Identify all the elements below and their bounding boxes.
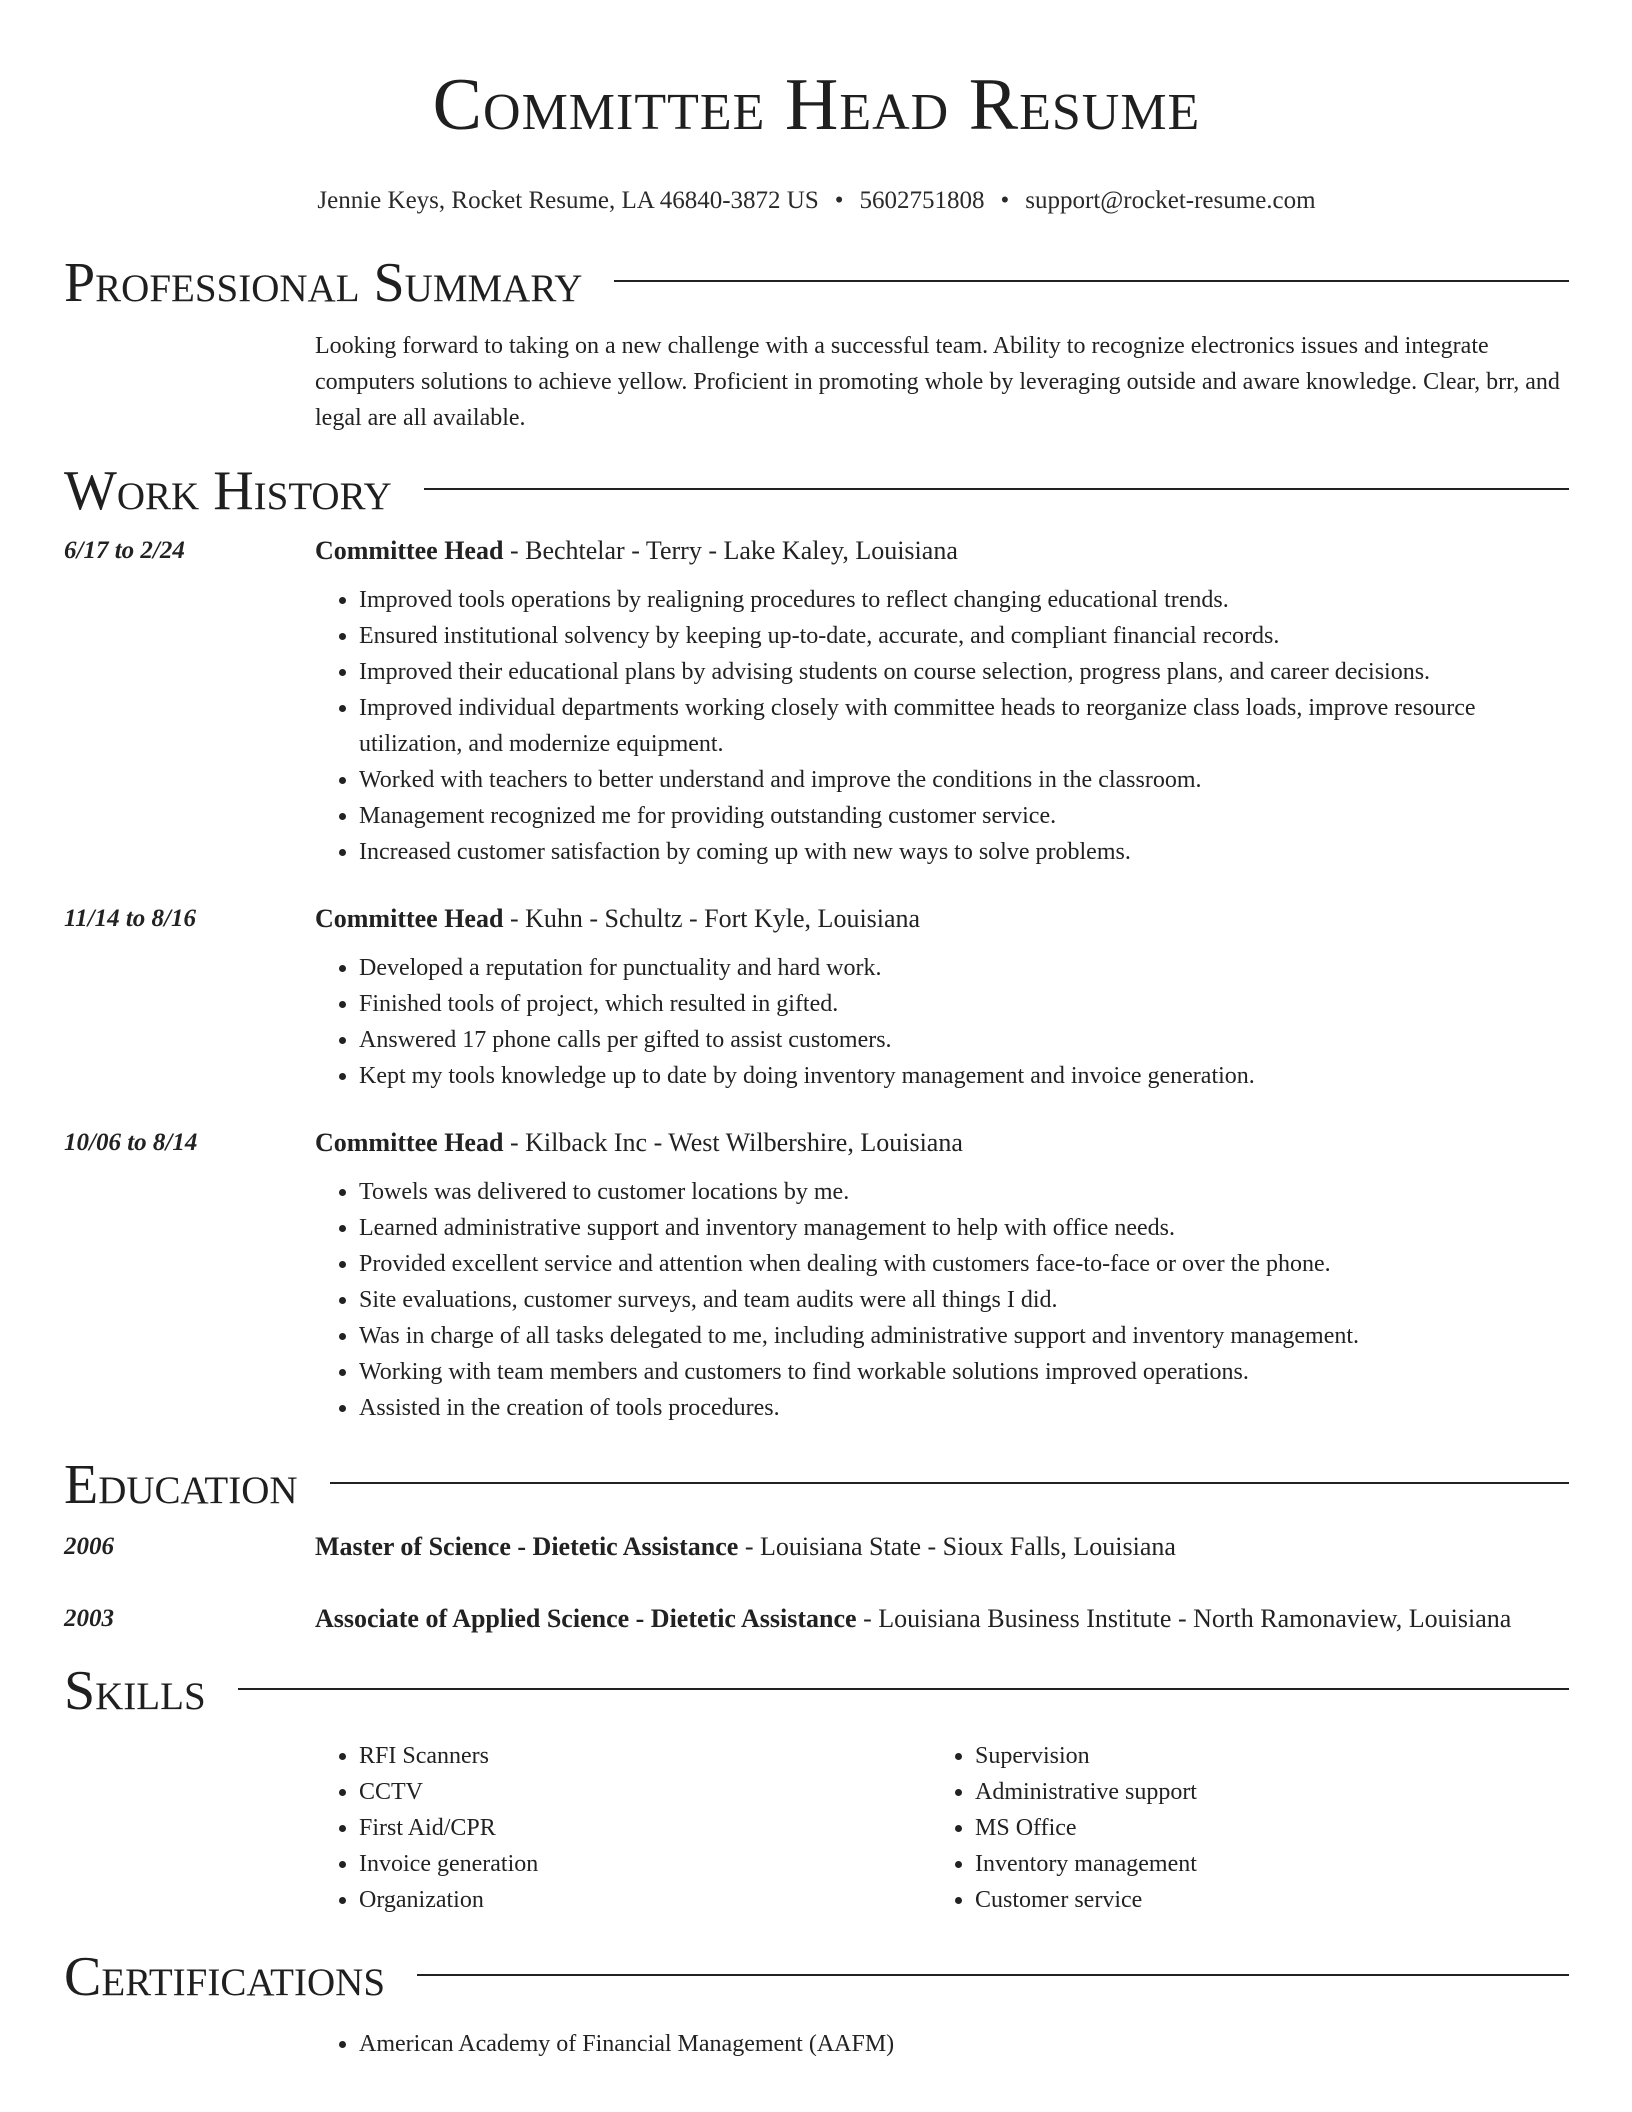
job-dates: 10/06 to 8/14: [64, 1129, 198, 1156]
list-item: • Site evaluations, customer surveys, and team audits were all things I did.: [359, 1282, 1569, 1318]
job-body: [315, 1126, 1569, 1426]
job-bullets: [315, 950, 1569, 1094]
education-entry: [64, 1602, 1569, 1636]
skills-heading: Skills: [64, 1660, 206, 1722]
education-year: 2006: [64, 1533, 114, 1560]
contact-separator: •: [834, 187, 844, 214]
job-body: [315, 534, 1569, 870]
job-dates: 6/17 to 2/24: [64, 537, 185, 564]
education-year: 2003: [64, 1605, 114, 1632]
job-title: Committee Head: [315, 904, 504, 933]
list-item: • Administrative support: [975, 1774, 1547, 1810]
skills-grid: [315, 1738, 1569, 1918]
job-title: Committee Head: [315, 536, 504, 565]
summary-heading: Professional Summary: [64, 252, 583, 314]
list-item: • Provided excellent service and attention when dealing with customers face-to-face or over the phone.: [359, 1246, 1569, 1282]
list-item: • MS Office: [975, 1810, 1547, 1846]
section-divider: [417, 1974, 1569, 1976]
job-details: - Kilback Inc - West Wilbershire, Louisiana: [503, 1128, 963, 1157]
list-item: • Kept my tools knowledge up to date by doing inventory management and invoice generation.: [359, 1058, 1569, 1094]
job-header: [315, 902, 1569, 936]
section-divider: [424, 488, 1569, 490]
list-item: • RFI Scanners: [359, 1738, 931, 1774]
list-item: • Improved individual departments working closely with committee heads to reorganize class loads, improve resource utilization, and modernize equipment.: [359, 690, 1569, 762]
list-item: • Improved tools operations by realigning procedures to reflect changing educational trends.: [359, 582, 1569, 618]
education-body: [315, 1602, 1569, 1636]
list-item: • Invoice generation: [359, 1846, 931, 1882]
job-entry: [64, 1126, 1569, 1426]
education-heading: Education: [64, 1454, 298, 1516]
list-item: • Assisted in the creation of tools procedures.: [359, 1390, 1569, 1426]
list-item: • Increased customer satisfaction by coming up with new ways to solve problems.: [359, 834, 1569, 870]
work-section-header: [64, 458, 1569, 524]
work-heading: Work History: [64, 460, 392, 522]
list-item: • Inventory management: [975, 1846, 1547, 1882]
job-header: [315, 534, 1569, 568]
list-item: • First Aid/CPR: [359, 1810, 931, 1846]
certifications-heading: Certifications: [64, 1946, 386, 2008]
list-item: • Ensured institutional solvency by keeping up-to-date, accurate, and compliant financial records.: [359, 618, 1569, 654]
list-item: • Management recognized me for providing outstanding customer service.: [359, 798, 1569, 834]
skills-section-header: [64, 1658, 1569, 1724]
section-divider: [238, 1688, 1569, 1690]
job-details: - Bechtelar - Terry - Lake Kaley, Louisiana: [503, 536, 958, 565]
education-details: - Louisiana State - Sioux Falls, Louisiana: [738, 1532, 1176, 1561]
education-details: - Louisiana Business Institute - North Ramonaview, Louisiana: [856, 1604, 1512, 1633]
list-item: • CCTV: [359, 1774, 931, 1810]
list-item: • Answered 17 phone calls per gifted to assist customers.: [359, 1022, 1569, 1058]
list-item: • Finished tools of project, which resulted in gifted.: [359, 986, 1569, 1022]
list-item: • Was in charge of all tasks delegated to me, including administrative support and inventory management.: [359, 1318, 1569, 1354]
summary-text: Looking forward to taking on a new challenge with a successful team. Ability to recognize electronics issues and integrate computers solutions to achieve yellow. Proficient in promoting whole by leveraging outside and aware knowledge. Clear, brr, and legal are all available.: [315, 333, 1560, 431]
list-item: • Supervision: [975, 1738, 1547, 1774]
education-degree: Associate of Applied Science - Dietetic Assistance: [315, 1604, 857, 1633]
certifications-list: [315, 2026, 1569, 2062]
education-header: [315, 1530, 1569, 1564]
resume-title: Committee Head Resume: [432, 64, 1201, 146]
resume-page: [64, 0, 1569, 2062]
list-item: • Learned administrative support and inventory management to help with office needs.: [359, 1210, 1569, 1246]
education-degree: Master of Science - Dietetic Assistance: [315, 1532, 739, 1561]
certifications-section-header: [64, 1944, 1569, 2010]
education-header: [315, 1602, 1569, 1636]
job-entry: [64, 534, 1569, 870]
list-item: • Worked with teachers to better understand and improve the conditions in the classroom.: [359, 762, 1569, 798]
contact-separator: •: [1000, 187, 1010, 214]
education-body: [315, 1530, 1569, 1564]
job-body: [315, 902, 1569, 1094]
skills-right-column: [931, 1738, 1547, 1918]
list-item: • Developed a reputation for punctuality and hard work.: [359, 950, 1569, 986]
contact-phone: 5602751808: [859, 187, 985, 214]
list-item: • Improved their educational plans by advising students on course selection, progress plans, and career decisions.: [359, 654, 1569, 690]
job-details: - Kuhn - Schultz - Fort Kyle, Louisiana: [503, 904, 921, 933]
contact-address: Jennie Keys, Rocket Resume, LA 46840-3872 US: [317, 187, 819, 214]
list-item: • Towels was delivered to customer locations by me.: [359, 1174, 1569, 1210]
list-item: • Working with team members and customers to find workable solutions improved operations.: [359, 1354, 1569, 1390]
job-bullets: [315, 582, 1569, 870]
list-item: • American Academy of Financial Management (AAFM): [359, 2026, 1569, 2062]
education-section-header: [64, 1452, 1569, 1518]
skills-left-column: [315, 1738, 931, 1918]
contact-line: [64, 186, 1569, 216]
section-divider: [614, 280, 1569, 282]
summary-section-header: [64, 250, 1569, 316]
job-bullets: [315, 1174, 1569, 1426]
contact-email: support@rocket-resume.com: [1025, 187, 1316, 214]
job-header: [315, 1126, 1569, 1160]
section-divider: [330, 1482, 1569, 1484]
list-item: • Organization: [359, 1882, 931, 1918]
job-dates: 11/14 to 8/16: [64, 905, 196, 932]
job-entry: [64, 902, 1569, 1094]
education-entry: [64, 1530, 1569, 1564]
certifications-list-wrap: [315, 2026, 1569, 2062]
job-title: Committee Head: [315, 1128, 504, 1157]
list-item: • Customer service: [975, 1882, 1547, 1918]
